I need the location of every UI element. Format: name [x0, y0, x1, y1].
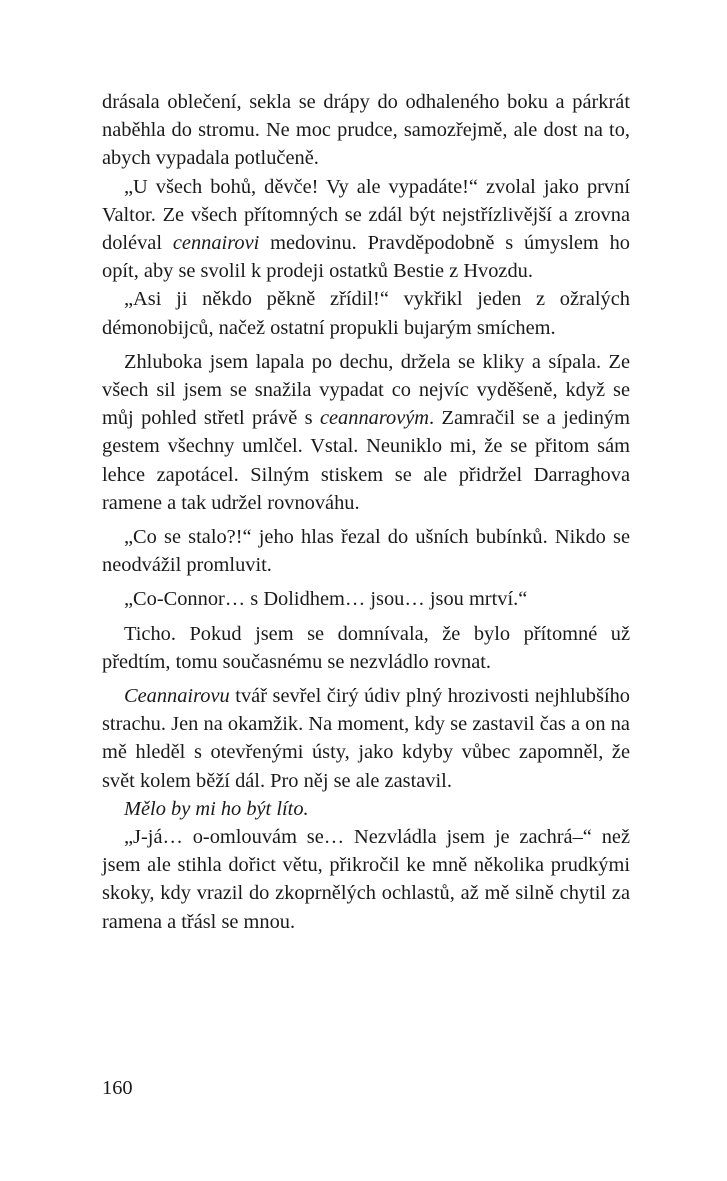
paragraph-5 — [102, 523, 630, 579]
paragraph-10 — [102, 823, 630, 936]
paragraph-1 — [102, 88, 630, 173]
paragraph-2 — [102, 173, 630, 286]
paragraph-7 — [102, 620, 630, 676]
paragraph-10-text: „J-já… o-omlouvám se… Nezvládla jsem je zachrá–“ než jsem ale stihla dořict větu, přikročil ke mně několika prudkými skoky, kdy vrazil do zkoprnělých ochlastů, až mě silně chytil za ramena a třásl se mnou. — [102, 826, 630, 933]
paragraph-4 — [102, 348, 630, 517]
paragraph-3-text: „Asi ji někdo pěkně zřídil!“ vykřikl jeden z ožralých démonobijců, načež ostatní propukli bujarým smíchem. — [102, 288, 630, 339]
paragraph-6 — [102, 585, 630, 613]
paragraph-7-text: Ticho. Pokud jsem se domnívala, že bylo přítomné už předtím, tomu současnému se nezvládlo rovnat. — [102, 622, 630, 673]
paragraph-8-emphasis: Ceannairovu — [124, 685, 230, 708]
paragraph-3 — [102, 285, 630, 341]
book-page-text — [102, 88, 630, 936]
page-number: 160 — [102, 1077, 133, 1099]
paragraph-4-text-b: . Zamračil se a jediným gestem všechny umlčel. Vstal. Neuniklo mi, že se přitom sám lehce zapotácel. Silným stiskem se ale přidržel Darraghova ramene a tak udržel rovnováhu. — [102, 407, 630, 514]
paragraph-4-text-a: Zhluboka jsem lapala po dechu, držela se kliky a sípala. Ze všech sil jsem se snažila vypadat co nejvíc vyděšeně, když se můj pohled střetl právě s — [102, 350, 630, 430]
paragraph-1-text: drásala oblečení, sekla se drápy do odhaleného boku a párkrát naběhla do stromu. Ne moc prudce, samozřejmě, ale dost na to, abych vypadala potlučeně. — [102, 91, 630, 170]
paragraph-9 — [102, 795, 630, 823]
paragraph-6-text: „Co-Connor… s Dolidhem… jsou… jsou mrtví.“ — [124, 588, 528, 611]
paragraph-8-text: tvář sevřel čirý údiv plný hrozivosti nejhlubšího strachu. Jen na okamžik. Na moment, kdy se zastavil čas a on na mě hleděl s otevřenými ústy, jako kdyby vůbec zapomněl, že svět kolem běží dál. Pro něj se ale zastavil. — [102, 685, 630, 792]
paragraph-5-text: „Co se stalo?!“ jeho hlas řezal do ušních bubínků. Nikdo se neodvážil promluvit. — [102, 526, 630, 577]
paragraph-2-emphasis: cennairovi — [172, 232, 260, 255]
paragraph-9-italic-thought: Mělo by mi ho být líto. — [124, 797, 309, 820]
paragraph-4-emphasis: ceannarovým — [319, 407, 430, 430]
paragraph-8 — [102, 682, 630, 795]
paragraph-2-text-b: medovinu. Pravděpodobně s úmyslem ho opít, aby se svolil k prodeji ostatků Bestie z Hvozdu. — [102, 232, 630, 283]
paragraph-2-text-a: „U všech bohů, děvče! Vy ale vypadáte!“ zvolal jako první Valtor. Ze všech přítomných se zdál být nejstřízlivější a zrovna doléval — [102, 175, 630, 255]
